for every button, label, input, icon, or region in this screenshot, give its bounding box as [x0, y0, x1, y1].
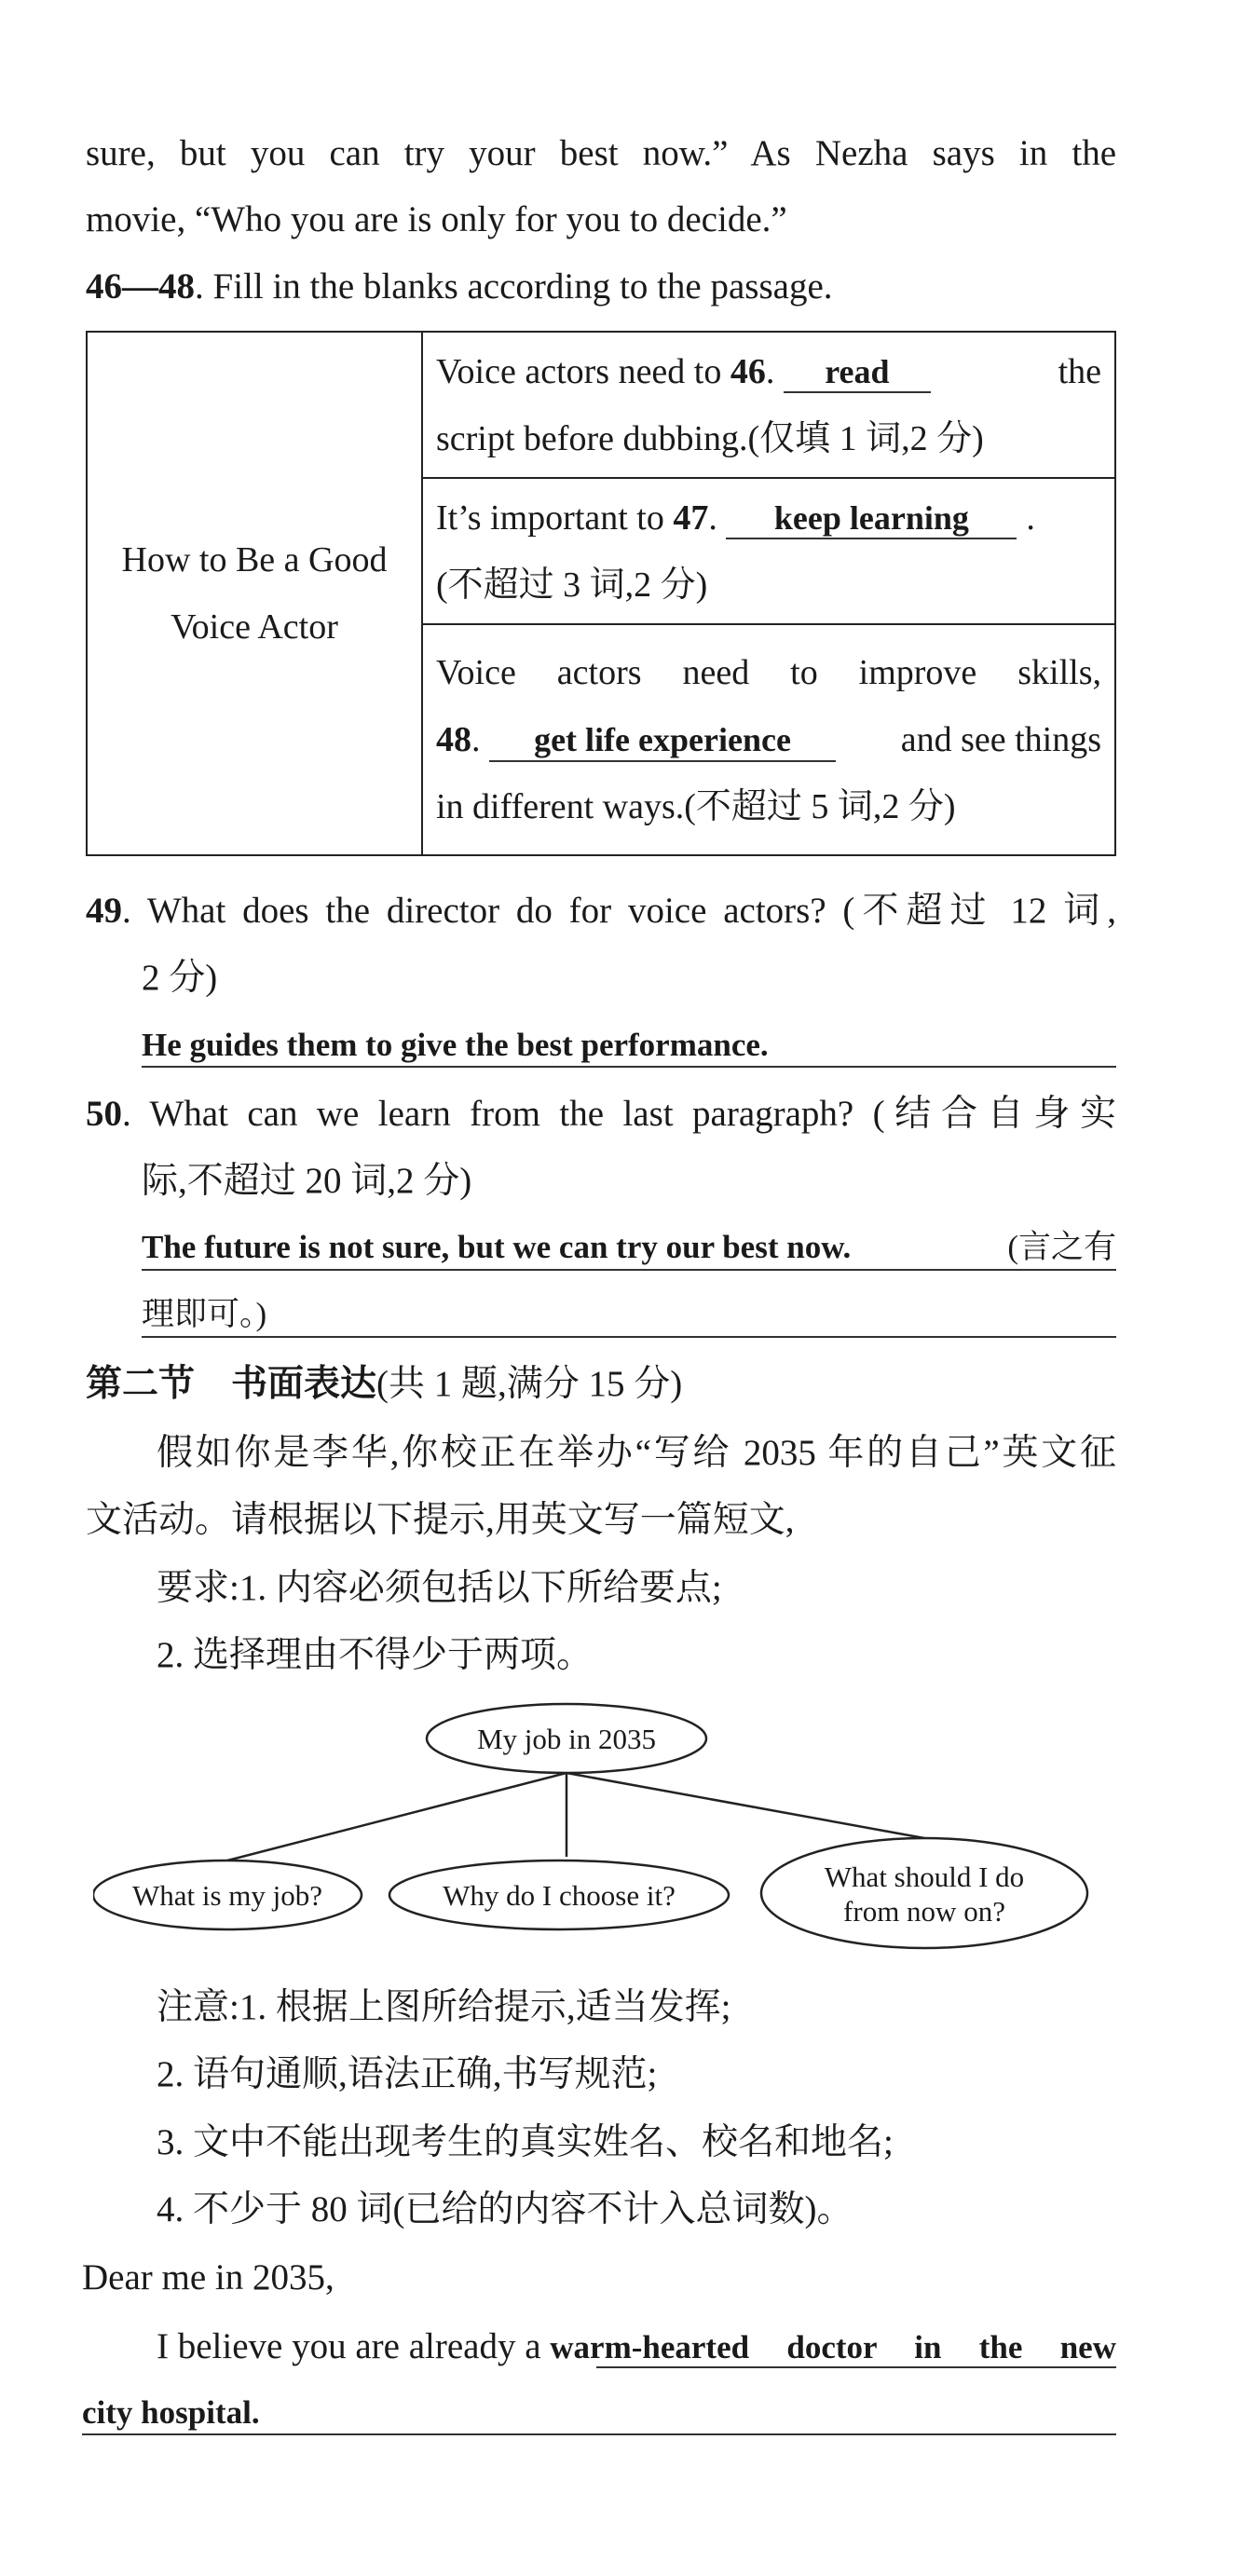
letter-answer-1: warm-hearted doctor in the new [550, 2329, 1116, 2365]
node-reason-label: Why do I choose it? [443, 1879, 676, 1912]
row47-tail: . [1026, 497, 1035, 538]
q50-answer-row [142, 1231, 1116, 1263]
node-job-label: What is my job? [131, 1879, 323, 1912]
q50-answer-note: (言之有 [1007, 1229, 1116, 1265]
table-row-48: Voice actors need to improve skills, 48. get life experience and see things in different ways.(不超过 5 词,2 分) [422, 624, 1115, 855]
q50-number: 50 [86, 1094, 122, 1134]
note-1: 注意:1. 根据上图所给提示,适当发挥; [157, 1987, 731, 2027]
row48-tail: and see things [900, 720, 1101, 759]
q49-number: 49 [86, 891, 122, 931]
q50-text: . What can we learn from the last paragraph? (结合自身实 [122, 1094, 1116, 1134]
q50-question-cont: 际,不超过 20 词,2 分) [142, 1161, 472, 1201]
letter-opening-row [157, 2328, 1116, 2365]
q46-48-text: . Fill in the blanks according to the passage. [195, 266, 833, 307]
row48-number: 48 [436, 720, 471, 759]
q46-48-number: 46—48 [86, 266, 195, 307]
fill-in-table [86, 331, 1116, 856]
section2-title: 第二节 书面表达 [86, 1364, 377, 1404]
answer-47: keep learning [726, 501, 1017, 540]
q49-question [86, 893, 1116, 929]
answer-48: get life experience [489, 723, 836, 762]
requirement-2: 2. 选择理由不得少于两项。 [157, 1635, 594, 1675]
row46-tail: the [1058, 351, 1101, 391]
node-plan-label-2: from now on? [843, 1895, 1005, 1928]
passage-line-1: sure, but you can try your best now.” As Nezha says in the [86, 133, 1116, 173]
row46-line-2: script before dubbing.(仅填 1 词,2 分) [436, 418, 984, 458]
table-header-cell [87, 332, 422, 855]
q49-answer-line [142, 1066, 1116, 1068]
section2-intro-line-2: 文活动。请根据以下提示,用英文写一篇短文, [86, 1500, 795, 1540]
requirement-1: 要求:1. 内容必须包括以下所给要点; [157, 1568, 722, 1608]
job-mind-map [93, 1682, 1099, 1970]
letter-greeting: Dear me in 2035, [82, 2257, 334, 2297]
row48-line-1: Voice actors need to improve skills, [436, 653, 1101, 692]
row46-number: 46 [730, 351, 766, 391]
node-plan [761, 1838, 1087, 1948]
passage-line-2: movie, “Who you are is only for you to decide.” [86, 199, 787, 239]
note-2: 2. 语句通顺,语法正确,书写规范; [157, 2054, 658, 2094]
table-header-line-2: Voice Actor [171, 607, 338, 647]
node-plan-label-1: What should I do [824, 1860, 1025, 1893]
connector-left [227, 1773, 567, 1860]
note-4: 4. 不少于 80 词(已给的内容不计入总词数)。 [157, 2189, 853, 2229]
q49-answer: He guides them to give the best performance. [142, 1027, 769, 1063]
row47-text: It’s important to [436, 497, 674, 538]
table-row-47: It’s important to 47. keep learning . (不超过 3 词,2 分) [422, 478, 1115, 624]
q49-text: . What does the director do for voice actors? (不超过 12 词, [122, 891, 1116, 931]
note-3: 3. 文中不能出现考生的真实姓名、校名和地名; [157, 2122, 894, 2162]
table-header-line-1: How to Be a Good [121, 540, 388, 579]
q50-answer-note-cont: 理即可。) [142, 1296, 267, 1332]
row48-line-3: in different ways.(不超过 5 词,2 分) [436, 787, 956, 826]
letter-answer-line-2 [82, 2433, 1116, 2435]
connector-right [567, 1773, 924, 1838]
letter-answer-2: city hospital. [82, 2394, 260, 2431]
answer-46: read [784, 355, 931, 394]
q50-answer-line-1 [142, 1269, 1116, 1271]
q50-answer: The future is not sure, but we can try our best now. [142, 1229, 852, 1265]
q50-answer-line-2 [142, 1336, 1116, 1338]
q46-48-instruction [86, 268, 833, 305]
row47-line-2: (不超过 3 词,2 分) [436, 565, 708, 605]
section2-title-note: (共 1 题,满分 15 分) [376, 1364, 683, 1404]
section2-intro-line-1: 假如你是李华,你校正在举办“写给 2035 年的自己”英文征 [157, 1433, 1116, 1473]
letter-answer-line-1 [596, 2366, 1116, 2368]
section2-heading [86, 1366, 682, 1402]
row47-number: 47 [673, 497, 709, 538]
table-row-46: Voice actors need to 46. read the script before dubbing.(仅填 1 词,2 分) [422, 332, 1115, 478]
root-label: My job in 2035 [476, 1723, 657, 1755]
letter-opening: I believe you are already a [157, 2326, 551, 2366]
q49-question-cont: 2 分) [142, 958, 218, 998]
q50-question [86, 1096, 1116, 1132]
row46-text: Voice actors need to [436, 351, 730, 391]
